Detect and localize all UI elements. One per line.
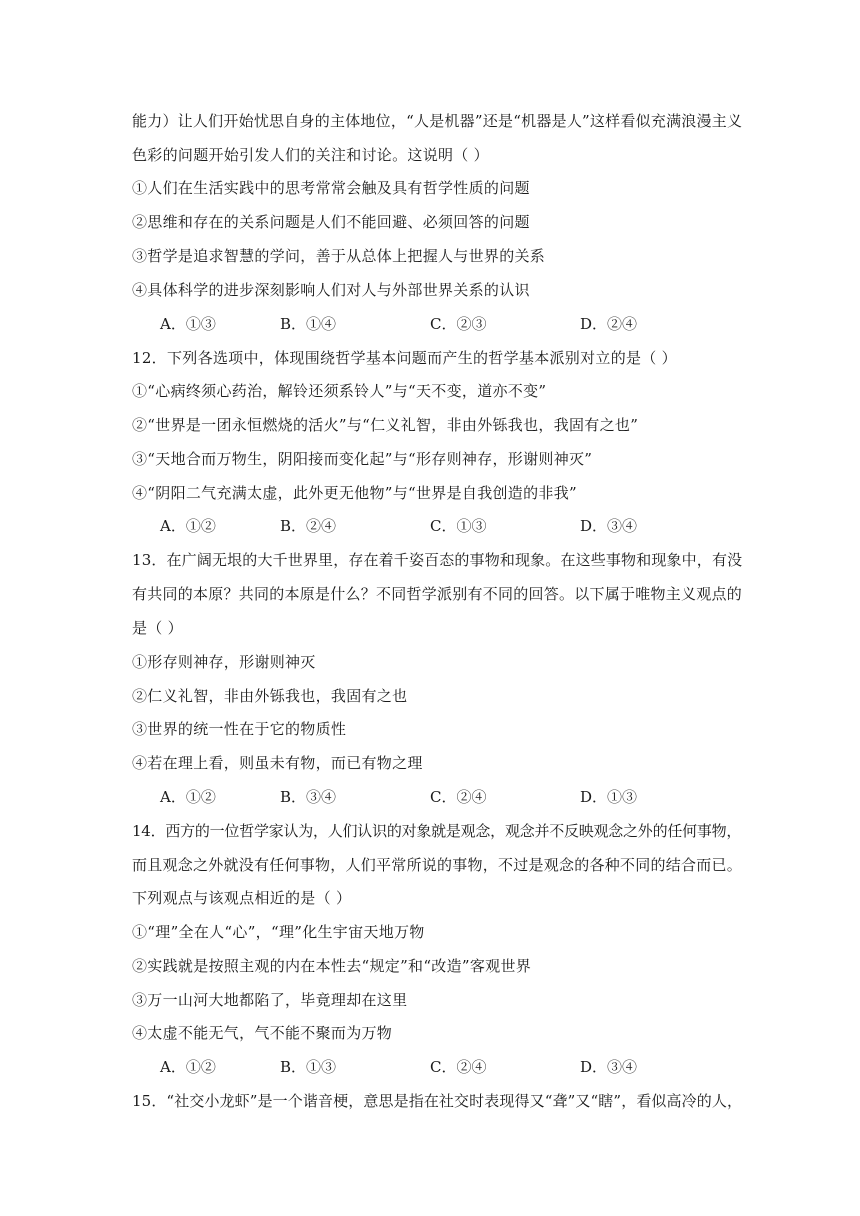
q14-stem-line-1: 14．西方的一位哲学家认为，人们认识的对象就是观念，观念并不反映观念之外的任何事物， bbox=[132, 822, 742, 840]
q13-item-2: ②仁义礼智，非由外铄我也，我固有之也 bbox=[132, 687, 408, 705]
q14-item-1: ①“理”全在人“心”，“理”化生宇宙天地万物 bbox=[132, 923, 425, 941]
q11-option-b: B．①④ bbox=[280, 315, 337, 333]
q12-item-3: ③“天地合而万物生，阴阳接而变化起”与“形存则神存，形谢则神灭” bbox=[132, 450, 593, 468]
q11-stem-line-1: 能力）让人们开始忧思自身的主体地位，“人是机器”还是“机器是人”这样看似充满浪漫主义 bbox=[132, 112, 743, 130]
q15-stem-line-1: 15．“社交小龙虾”是一个谐音梗，意思是指在社交时表现得又“聋”又“瞎”，看似高冷的人， bbox=[132, 1092, 743, 1110]
q13-item-4: ④若在理上看，则虽未有物，而已有物之理 bbox=[132, 754, 423, 772]
q13-options bbox=[160, 787, 720, 807]
q12-item-4: ④“阴阳二气充满太虚，此外更无他物”与“世界是自我创造的非我” bbox=[132, 484, 577, 502]
q13-item-3: ③世界的统一性在于它的物质性 bbox=[132, 720, 347, 738]
q12-item-1: ①“心病终须心药治，解铃还须系铃人”与“天不变，道亦不变” bbox=[132, 382, 547, 400]
q11-item-3: ③哲学是追求智慧的学问，善于从总体上把握人与世界的关系 bbox=[132, 247, 546, 265]
q13-stem-line-2: 有共同的本原？共同的本原是什么？不同哲学派别有不同的回答。以下属于唯物主义观点的 bbox=[132, 585, 742, 603]
q12-item-2: ②“世界是一团永恒燃烧的活火”与“仁义礼智，非由外铄我也，我固有之也” bbox=[132, 416, 639, 434]
q11-stem-line-2: 色彩的问题开始引发人们的关注和讨论。这说明（ ） bbox=[132, 146, 489, 164]
q11-option-a: A．①③ bbox=[160, 315, 216, 333]
q13-item-1: ①形存则神存，形谢则神灭 bbox=[132, 653, 316, 671]
q12-option-d: D．③④ bbox=[580, 517, 638, 535]
q14-option-c: C．②④ bbox=[430, 1058, 487, 1076]
q12-stem-line-1: 12．下列各选项中，体现围绕哲学基本问题而产生的哲学基本派别对立的是（ ） bbox=[132, 349, 677, 367]
q13-option-d: D．①③ bbox=[580, 788, 638, 806]
q14-item-4: ④太虚不能无气，气不能不聚而为万物 bbox=[132, 1024, 393, 1042]
q13-stem-line-3: 是（ ） bbox=[132, 619, 183, 637]
q12-option-b: B．②④ bbox=[280, 517, 337, 535]
q14-item-2: ②实践就是按照主观的内在本性去“规定”和“改造”客观世界 bbox=[132, 957, 532, 975]
q11-option-c: C．②③ bbox=[430, 315, 487, 333]
q12-options bbox=[160, 516, 720, 536]
q14-option-b: B．①③ bbox=[280, 1058, 337, 1076]
q13-option-c: C．②④ bbox=[430, 788, 487, 806]
q14-options bbox=[160, 1057, 720, 1077]
q14-stem-line-2: 而且观念之外就没有任何事物，人们平常所说的事物，不过是观念的各种不同的结合而已。 bbox=[132, 856, 742, 874]
q14-option-a: A．①② bbox=[160, 1058, 216, 1076]
q11-option-d: D．②④ bbox=[580, 315, 638, 333]
q14-item-3: ③万一山河大地都陷了，毕竟理却在这里 bbox=[132, 991, 408, 1009]
q11-options bbox=[160, 314, 720, 334]
q13-option-a: A．①② bbox=[160, 788, 216, 806]
q13-stem-line-1: 13．在广阔无垠的大千世界里，存在着千姿百态的事物和现象。在这些事物和现象中，有没 bbox=[132, 551, 743, 569]
q11-item-2: ②思维和存在的关系问题是人们不能回避、必须回答的问题 bbox=[132, 213, 530, 231]
q14-option-d: D．③④ bbox=[580, 1058, 638, 1076]
q13-option-b: B．③④ bbox=[280, 788, 337, 806]
q12-option-c: C．①③ bbox=[430, 517, 487, 535]
q14-stem-line-3: 下列观点与该观点相近的是（ ） bbox=[132, 889, 352, 907]
q11-item-1: ①人们在生活实践中的思考常常会触及具有哲学性质的问题 bbox=[132, 179, 530, 197]
q11-item-4: ④具体科学的进步深刻影响人们对人与外部世界关系的认识 bbox=[132, 281, 530, 299]
q12-option-a: A．①② bbox=[160, 517, 216, 535]
